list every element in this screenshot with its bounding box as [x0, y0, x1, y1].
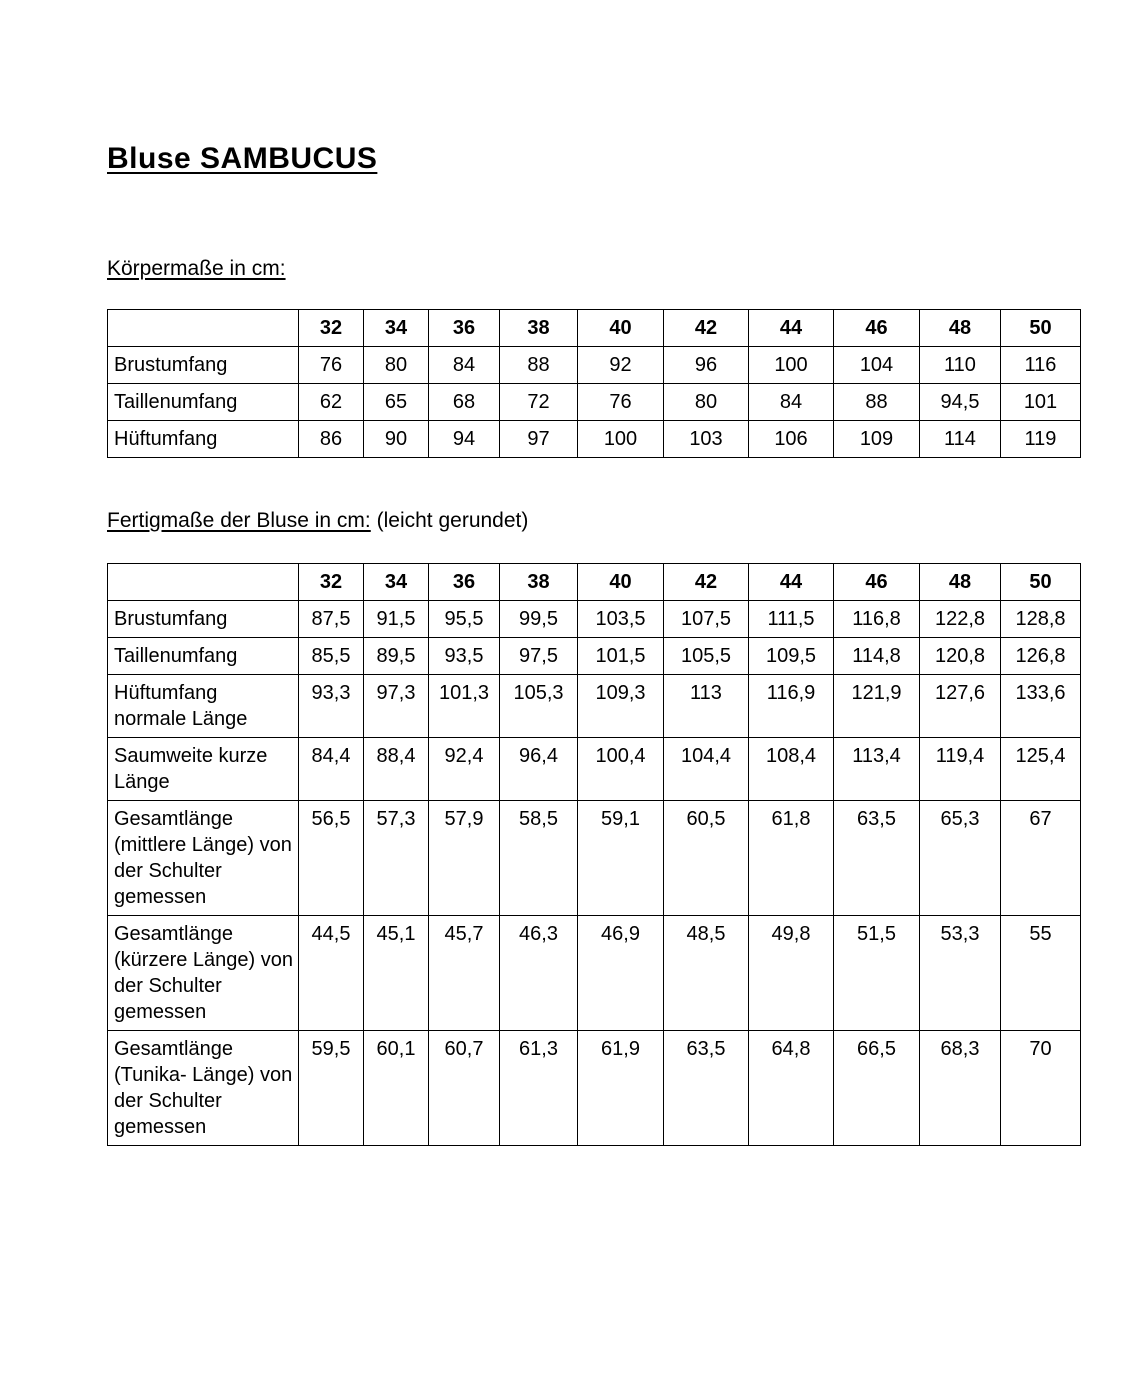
measurement-row-label: Gesamtlänge (kürzere Länge) von der Schulter gemessen [108, 916, 299, 1031]
measurement-value: 133,6 [1001, 675, 1081, 738]
measurement-value: 76 [578, 384, 664, 421]
measurement-value: 91,5 [364, 601, 429, 638]
size-column-header: 34 [364, 564, 429, 601]
body-measurements-table [107, 309, 1081, 458]
measurement-value: 61,3 [500, 1031, 578, 1146]
measurement-value: 46,9 [578, 916, 664, 1031]
measurement-value: 62 [299, 384, 364, 421]
measurement-value: 90 [364, 421, 429, 458]
measurement-value: 119,4 [920, 738, 1001, 801]
size-column-header: 42 [664, 310, 749, 347]
measurement-value: 93,5 [429, 638, 500, 675]
measurement-row [108, 1031, 1081, 1146]
measurement-value: 70 [1001, 1031, 1081, 1146]
measurement-value: 103 [664, 421, 749, 458]
measurement-value: 116 [1001, 347, 1081, 384]
size-column-header: 44 [749, 310, 834, 347]
size-column-header: 32 [299, 564, 364, 601]
measurement-value: 94,5 [920, 384, 1001, 421]
measurement-value: 59,1 [578, 801, 664, 916]
measurement-row [108, 384, 1081, 421]
size-header-row [108, 564, 1081, 601]
measurement-value: 61,8 [749, 801, 834, 916]
measurement-row-label: Brustumfang [108, 601, 299, 638]
size-column-header: 36 [429, 310, 500, 347]
measurement-value: 60,5 [664, 801, 749, 916]
measurement-value: 120,8 [920, 638, 1001, 675]
measurement-value: 93,3 [299, 675, 364, 738]
measurement-row-label: Taillenumfang [108, 384, 299, 421]
measurement-value: 105,3 [500, 675, 578, 738]
measurement-value: 48,5 [664, 916, 749, 1031]
measurement-value: 87,5 [299, 601, 364, 638]
measurement-value: 128,8 [1001, 601, 1081, 638]
size-column-header: 46 [834, 564, 920, 601]
measurement-value: 45,1 [364, 916, 429, 1031]
measurement-value: 84 [749, 384, 834, 421]
measurement-value: 113,4 [834, 738, 920, 801]
measurement-row-label: Gesamtlänge (mittlere Länge) von der Schulter gemessen [108, 801, 299, 916]
measurement-value: 104,4 [664, 738, 749, 801]
measurement-row [108, 638, 1081, 675]
measurement-value: 125,4 [1001, 738, 1081, 801]
measurement-value: 94 [429, 421, 500, 458]
measurement-value: 59,5 [299, 1031, 364, 1146]
measurement-value: 65,3 [920, 801, 1001, 916]
measurement-value: 46,3 [500, 916, 578, 1031]
measurement-value: 80 [364, 347, 429, 384]
measurement-row [108, 421, 1081, 458]
measurement-value: 66,5 [834, 1031, 920, 1146]
measurement-value: 57,9 [429, 801, 500, 916]
measurement-value: 116,9 [749, 675, 834, 738]
measurement-value: 127,6 [920, 675, 1001, 738]
measurement-value: 100,4 [578, 738, 664, 801]
measurement-value: 84,4 [299, 738, 364, 801]
row-label-header-cell [108, 564, 299, 601]
measurement-value: 121,9 [834, 675, 920, 738]
measurement-value: 88,4 [364, 738, 429, 801]
measurement-row [108, 801, 1081, 916]
size-column-header: 38 [500, 310, 578, 347]
measurement-value: 99,5 [500, 601, 578, 638]
measurement-value: 97,3 [364, 675, 429, 738]
measurement-value: 106 [749, 421, 834, 458]
measurement-value: 65 [364, 384, 429, 421]
measurement-row [108, 916, 1081, 1031]
measurement-value: 61,9 [578, 1031, 664, 1146]
row-label-header-cell [108, 310, 299, 347]
measurement-value: 88 [500, 347, 578, 384]
measurement-row-label: Taillenumfang [108, 638, 299, 675]
section-heading-fertigmasse-text: Fertigmaße der Bluse in cm: [107, 509, 371, 532]
measurement-value: 92 [578, 347, 664, 384]
measurement-row [108, 347, 1081, 384]
measurement-value: 60,1 [364, 1031, 429, 1146]
size-column-header: 42 [664, 564, 749, 601]
size-column-header: 48 [920, 564, 1001, 601]
size-column-header: 40 [578, 564, 664, 601]
measurement-value: 44,5 [299, 916, 364, 1031]
measurement-value: 64,8 [749, 1031, 834, 1146]
measurement-value: 88 [834, 384, 920, 421]
measurement-value: 119 [1001, 421, 1081, 458]
measurement-row [108, 738, 1081, 801]
size-column-header: 50 [1001, 310, 1081, 347]
measurement-row-label: Hüftumfang normale Länge [108, 675, 299, 738]
measurement-value: 86 [299, 421, 364, 458]
measurement-value: 67 [1001, 801, 1081, 916]
measurement-value: 60,7 [429, 1031, 500, 1146]
size-header-row [108, 310, 1081, 347]
measurement-value: 55 [1001, 916, 1081, 1031]
measurement-value: 45,7 [429, 916, 500, 1031]
measurement-value: 80 [664, 384, 749, 421]
measurement-value: 111,5 [749, 601, 834, 638]
measurement-value: 63,5 [664, 1031, 749, 1146]
measurement-value: 63,5 [834, 801, 920, 916]
measurement-value: 68,3 [920, 1031, 1001, 1146]
measurement-value: 104 [834, 347, 920, 384]
measurement-value: 103,5 [578, 601, 664, 638]
measurement-value: 89,5 [364, 638, 429, 675]
measurement-value: 51,5 [834, 916, 920, 1031]
measurement-value: 85,5 [299, 638, 364, 675]
measurement-value: 76 [299, 347, 364, 384]
section-heading-koerpermasse-text: Körpermaße in cm: [107, 257, 286, 280]
size-column-header: 48 [920, 310, 1001, 347]
measurement-value: 96 [664, 347, 749, 384]
size-column-header: 34 [364, 310, 429, 347]
size-column-header: 36 [429, 564, 500, 601]
measurement-value: 56,5 [299, 801, 364, 916]
measurement-value: 96,4 [500, 738, 578, 801]
measurement-value: 97 [500, 421, 578, 458]
measurement-row-label: Hüftumfang [108, 421, 299, 458]
measurement-row-label: Brustumfang [108, 347, 299, 384]
measurement-value: 53,3 [920, 916, 1001, 1031]
measurement-value: 84 [429, 347, 500, 384]
measurement-value: 107,5 [664, 601, 749, 638]
measurement-row [108, 675, 1081, 738]
measurement-value: 100 [749, 347, 834, 384]
measurement-value: 126,8 [1001, 638, 1081, 675]
measurement-value: 49,8 [749, 916, 834, 1031]
size-column-header: 32 [299, 310, 364, 347]
size-column-header: 44 [749, 564, 834, 601]
section-heading-fertigmasse [107, 508, 1028, 534]
measurement-value: 109,3 [578, 675, 664, 738]
measurement-value: 101,3 [429, 675, 500, 738]
measurement-value: 109,5 [749, 638, 834, 675]
measurement-value: 101 [1001, 384, 1081, 421]
measurement-value: 122,8 [920, 601, 1001, 638]
measurement-value: 105,5 [664, 638, 749, 675]
measurement-row-label: Gesamtlänge (Tunika- Länge) von der Schulter gemessen [108, 1031, 299, 1146]
measurement-value: 92,4 [429, 738, 500, 801]
measurement-value: 95,5 [429, 601, 500, 638]
measurement-value: 116,8 [834, 601, 920, 638]
section-heading-koerpermasse [107, 256, 1028, 282]
measurement-value: 57,3 [364, 801, 429, 916]
size-column-header: 38 [500, 564, 578, 601]
measurement-value: 72 [500, 384, 578, 421]
size-column-header: 50 [1001, 564, 1081, 601]
measurement-value: 114 [920, 421, 1001, 458]
measurement-value: 100 [578, 421, 664, 458]
measurement-value: 97,5 [500, 638, 578, 675]
measurement-value: 68 [429, 384, 500, 421]
size-column-header: 40 [578, 310, 664, 347]
measurement-row-label: Saumweite kurze Länge [108, 738, 299, 801]
measurement-value: 58,5 [500, 801, 578, 916]
document-title: Bluse SAMBUCUS [107, 142, 378, 175]
finished-measurements-table [107, 563, 1081, 1146]
section-heading-fertigmasse-suffix: (leicht gerundet) [376, 509, 529, 532]
measurement-value: 109 [834, 421, 920, 458]
size-column-header: 46 [834, 310, 920, 347]
measurement-row [108, 601, 1081, 638]
measurement-value: 101,5 [578, 638, 664, 675]
measurement-value: 108,4 [749, 738, 834, 801]
measurement-value: 110 [920, 347, 1001, 384]
measurement-value: 114,8 [834, 638, 920, 675]
measurement-value: 113 [664, 675, 749, 738]
